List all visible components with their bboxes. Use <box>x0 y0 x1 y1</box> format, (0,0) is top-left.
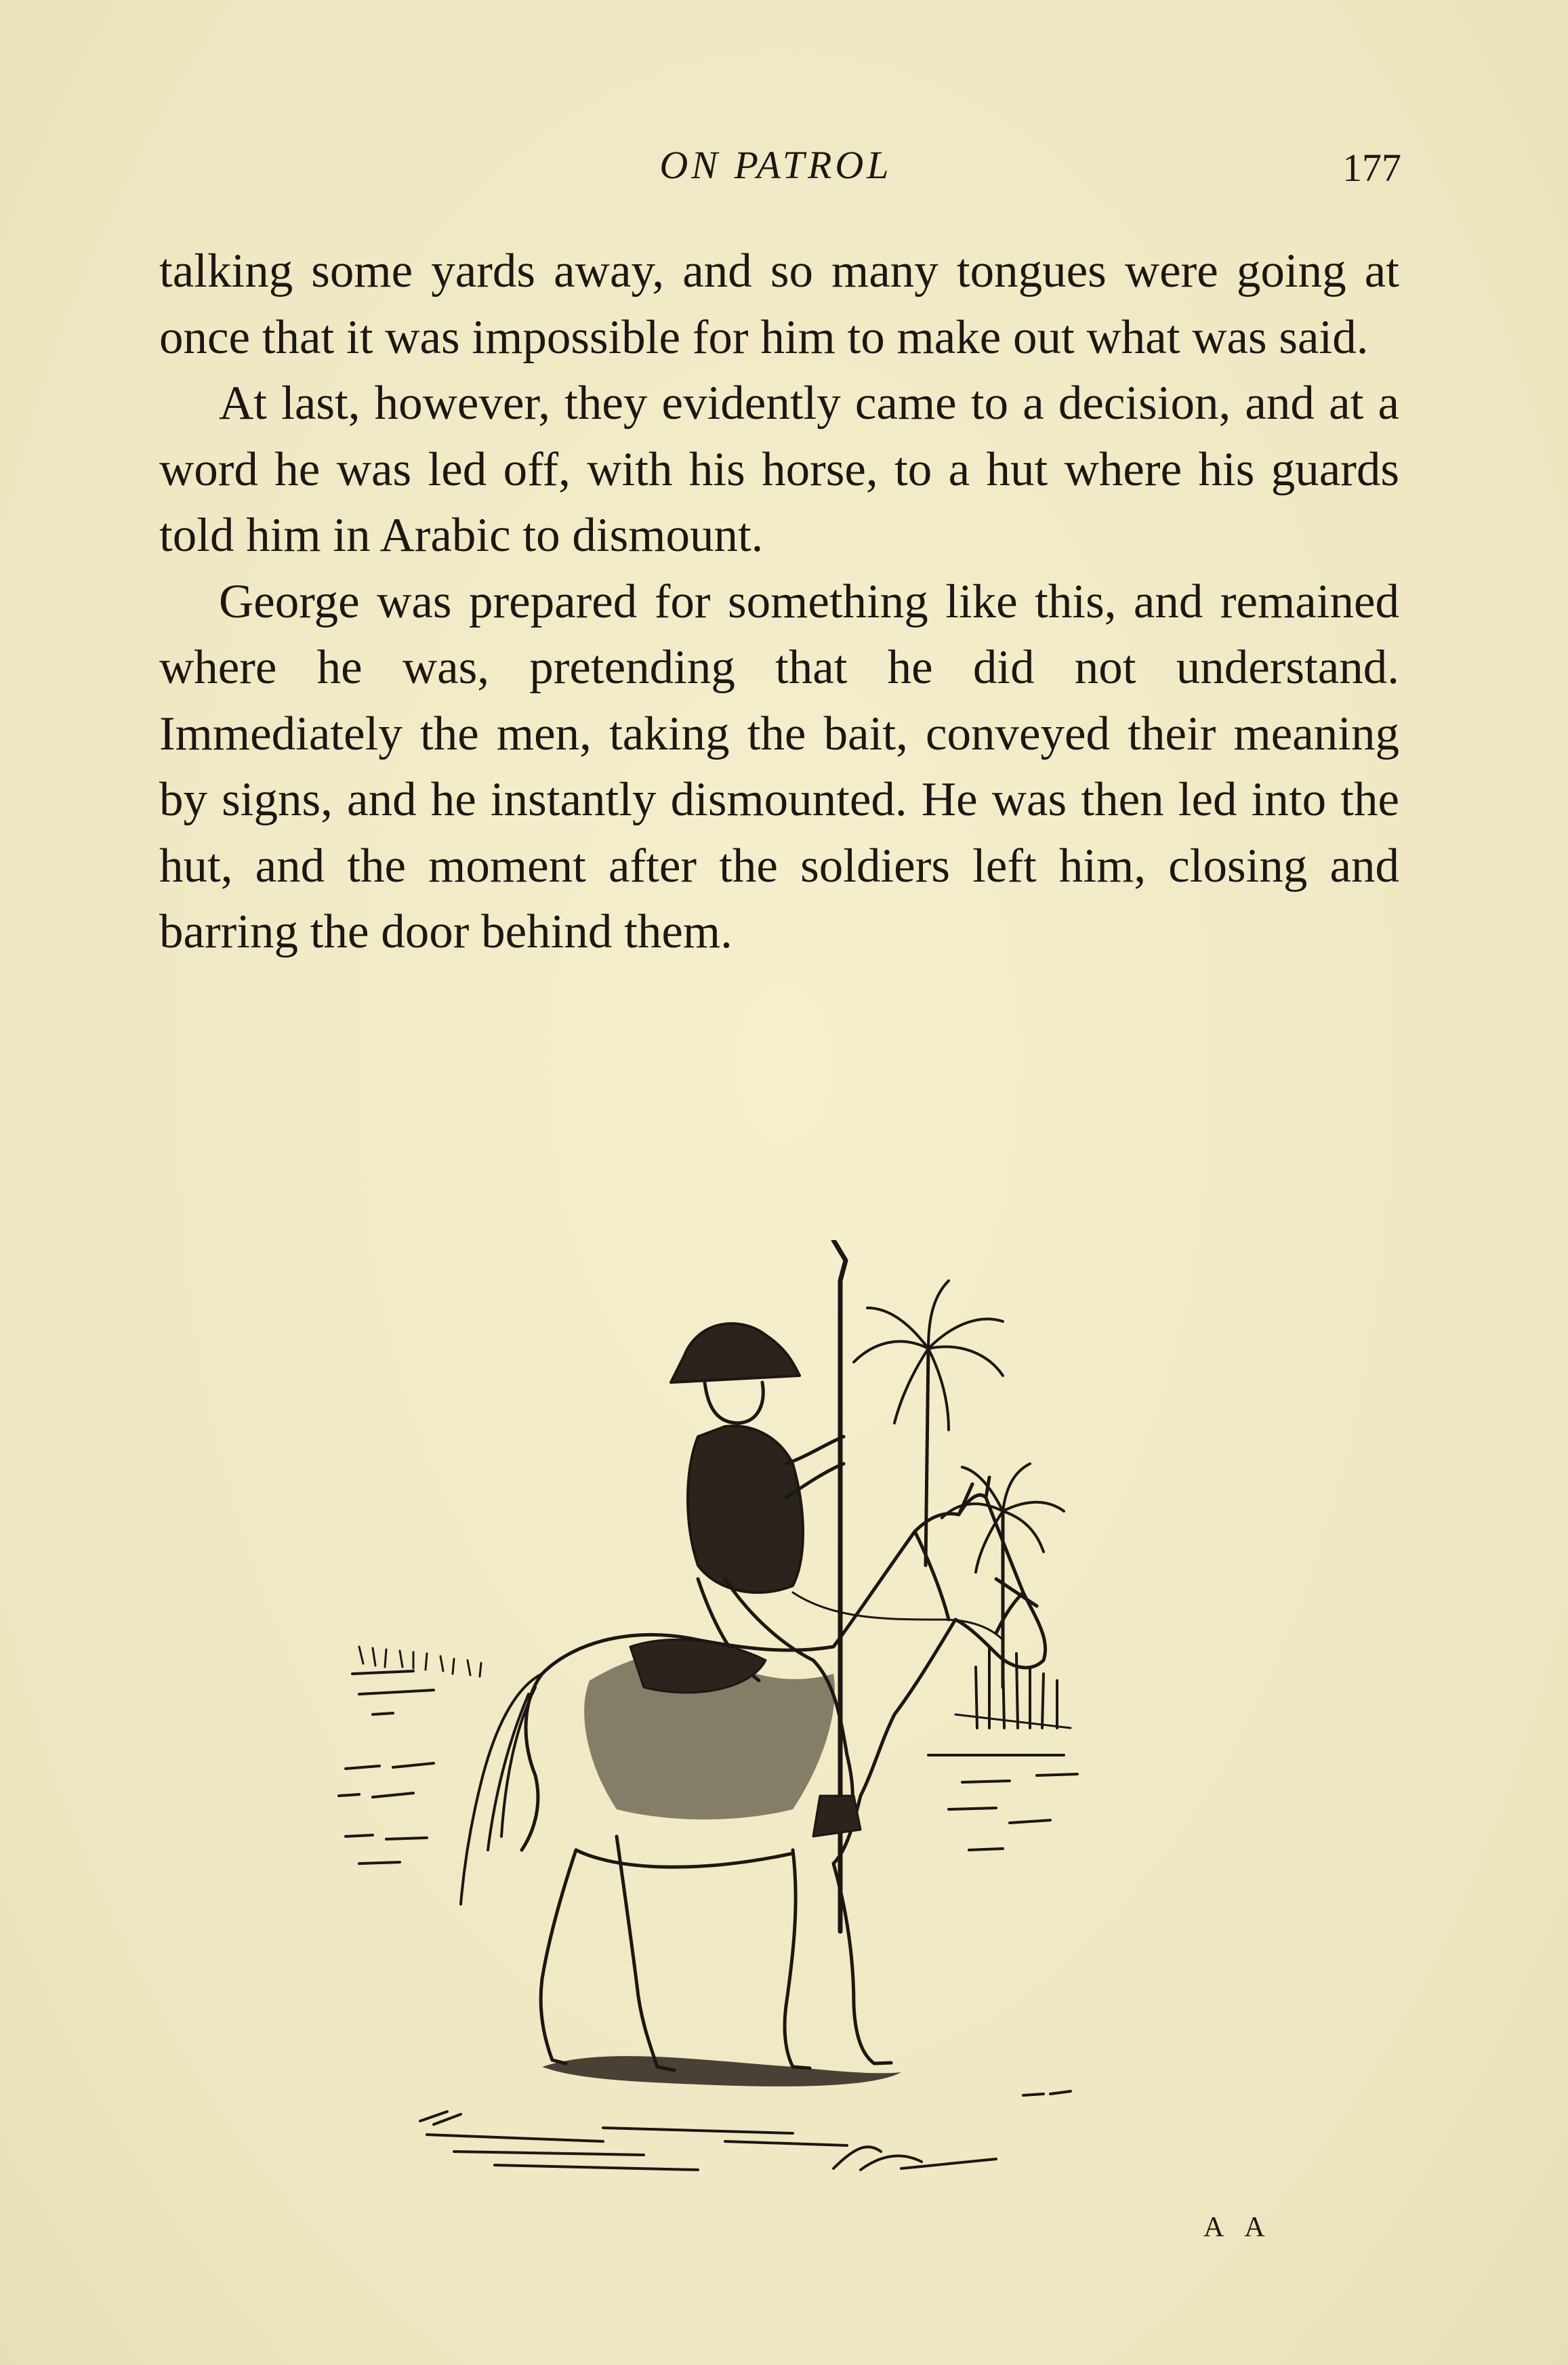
ground-shadow <box>542 2056 901 2086</box>
running-head <box>0 137 1568 191</box>
rider-torso <box>688 1426 803 1592</box>
paragraph-2: At last, however, they evidently came to a decision, and at a word he was led off, with his horse, to a hut where his guards told him in Arabic to dismount. <box>159 377 1399 562</box>
paragraph-1: talking some yards away, and so many tongues were going at once that it was impossible for him to make out what was said. <box>159 245 1399 364</box>
rider-boot <box>813 1796 861 1836</box>
page-number: 177 <box>1342 146 1401 190</box>
paragraph-3: George was prepared for something like this, and remained where he was, pretending that he did not understand. Immediately the men, taking the bait, conveyed their meaning by signs, and he instantly dismounted. He was then led into the hut, and the moment after the soldiers left him, closing and barring the door behind them. <box>159 575 1399 958</box>
body-text <box>159 239 1399 966</box>
signature-mark: A A <box>1203 2212 1273 2243</box>
rider-helmet <box>671 1323 800 1382</box>
horseman-illustration <box>318 1240 1254 2175</box>
running-title: ON PATROL <box>659 143 892 187</box>
